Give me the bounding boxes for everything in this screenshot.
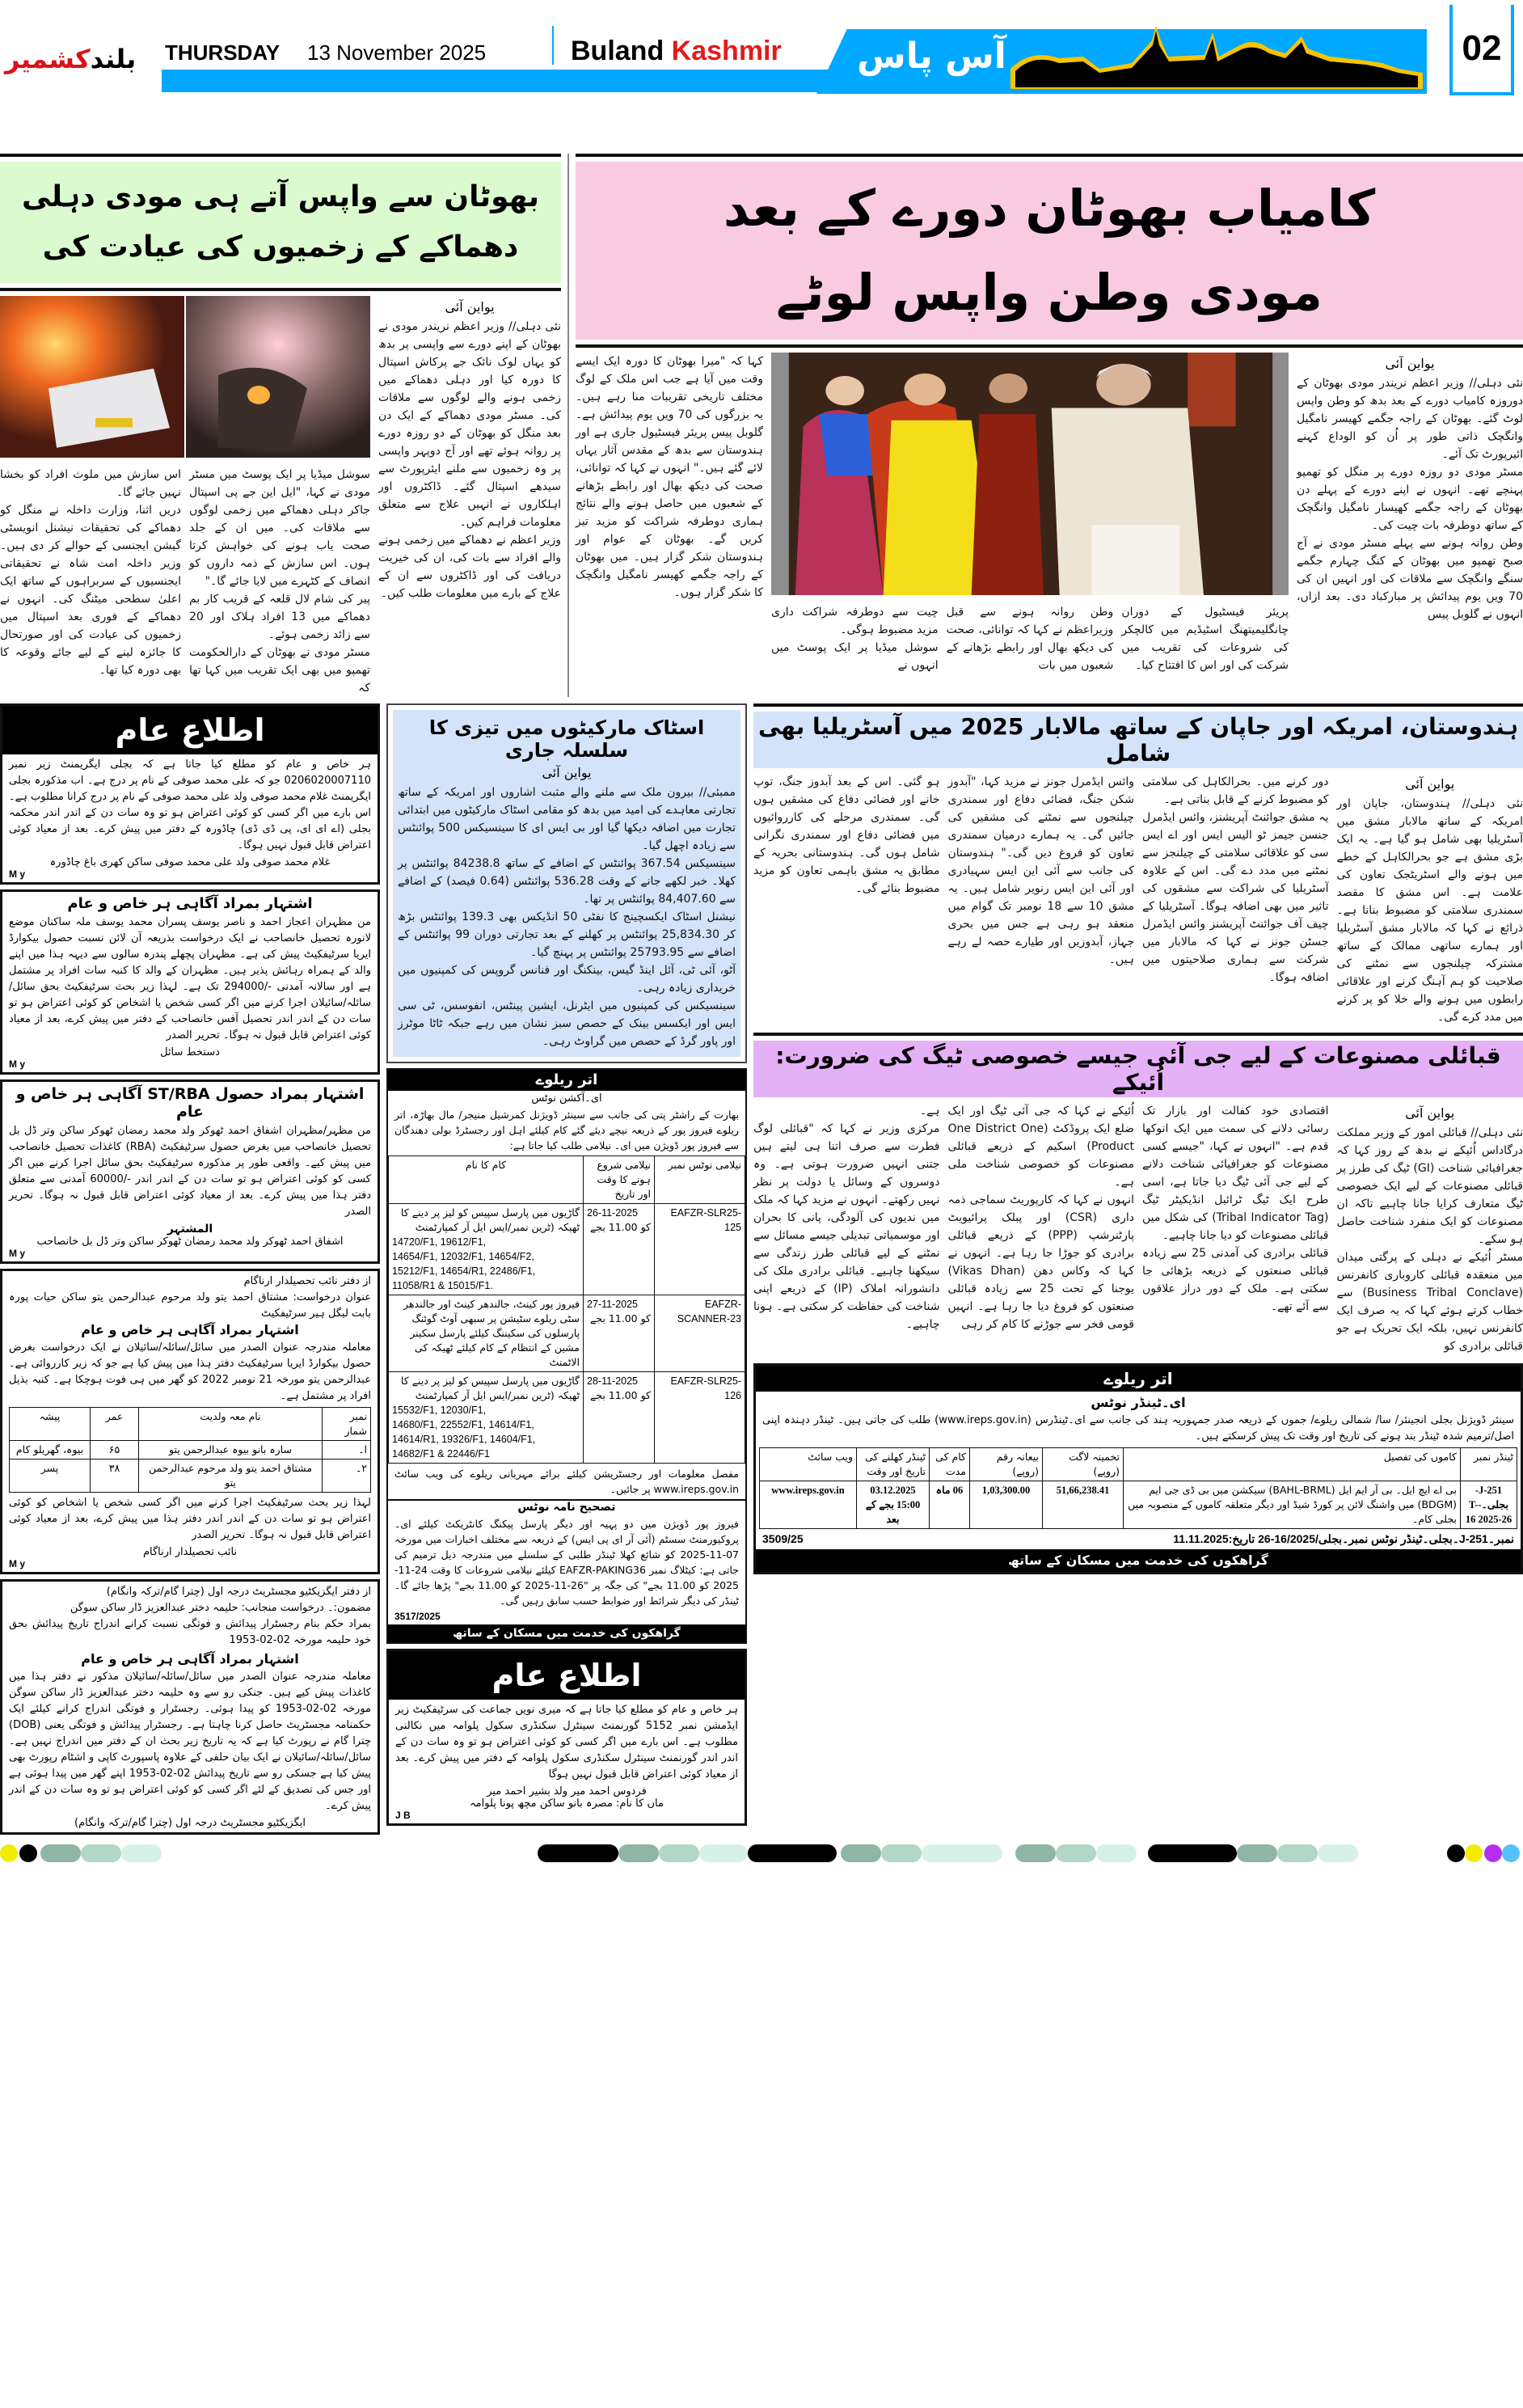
middle-column [386,703,747,1840]
notice-body: ہر خاص و عام کو مطلع کیا جاتا ہے کہ میری نویں جماعت کی سرٹیفکیٹ زیر ایڈمشن نمبر 5152 گورنمنٹ سینٹرل سکنڈری سکول پلوامہ میں نکالنی مطلوب ہے۔ اس بارے میں اگر کسی کو کوئی اعتراض ہو تو وہ سات دن کے اندر اندر گورنمنٹ سینٹرل سکنڈری سکول پلوامہ کے دفتر میں پیش کرے۔ بعد از معیاد کوئی اعتراض قابل قبول نہیں ہوگا [395,1704,738,1781]
section-title: آس پاس [857,36,1006,77]
public-notice-ad-1 [0,703,380,885]
stock-story-box [386,703,747,1063]
tribal-column-4: ہے۔ مرکزی وزیر نے کہا کہ "قبائلی لوگ فطرت سے صرف اتنا ہی لیتے ہیں جتنی انہیں ضرورت ہوتی ہے۔ وہ دوسروں کے وسائل یا دولت پر نظر نہیں رکھتے۔ انہوں نے مزید کہا کہ ملک میں ندیوں کی آلودگی، پانی کا بحران اور موسمیاتی تبدیلی جیسے مسائل سے نمٹنے کے لیے قبائلی طرز زندگی سے سیکھنا چاہیے۔ قبائلی برادری ملک کی دانشورانہ املاک (IP) کے ذریعے اپنی شناخت کی حفاظت کر سکتی ہے۔ ہونا چاہیے۔ [753,1105,940,1331]
stock-story-panel [393,710,740,1057]
print-color-bar [40,1844,81,1862]
family-table-header: نمبر شمار نام معہ ولدیت عمر پیشہ [10,1408,371,1441]
auction-table-row: EAFZR-SLR25-126 28-11-2025 کو 11.00 بجے گاڑیوں میں پارسل سپیس کو لیز پر دینے کا ٹھیکہ (ٹرین نمبر/ایس ایل آر کمپارٹمنٹ 15532/F1, 12030/F1, 14680/F1, 22552/F1, 14614/F1, 14614/R1, 19326/F1, 14604/F1, 14682/F1 & 22446/F1 [389,1372,745,1464]
lead-under-photo-2: وطن روانہ ہونے سے قبل وزیراعظم نے کہا کہ توانائی، صحت کی دیکھ بھال اور رابطے بڑھانے کے شعبوں میں بات [946,606,1114,672]
tribal-column-1: نئی دہلی// قبائلی امور کے وزیر مملکت درگاداس اُئیکے نے بدھ کے روز کہا کہ جغرافیائی شناخت (GI) ٹیگ کی طرز پر قبائلی مصنوعات کے لیے ایک خصوصی ٹیگ متعارف کرایا جانا چاہیے تاکہ ان مصنوعات کو ایک منفرد شناخت حاصل ہو سکے۔ مسٹر اُئیکے نے دہلی کے پرگتی میدان میں منعقدہ قبائلی کاروباری کانفرنس (Business Tribal Conclave) سے خطاب کرتے ہوئے کہا کہ یہ صرف ایک کانفرنس نہیں، بلکہ ایک تحریک ہے جو قبائلی برادری کو [1336,1126,1523,1353]
tender-title: ای۔ٹینڈر نوٹس [1091,1395,1186,1410]
print-color-bar [748,1844,837,1862]
malabar-headline: ہندوستان، امریکہ اور جاپان کے ساتھ مالابار 2025 میں آسٹریلیا بھی شامل [753,712,1523,768]
lead-headline: کامیاب بھوٹان دورے کے بعد مودی وطن واپس لوٹے [576,162,1523,340]
tribal-columns [753,1102,1523,1355]
blast-column-1: نئی دہلی// وزیر اعظم نریندر مودی نے بھوٹان کے اپنے دورے سے واپسی پر بدھ کو یہاں لوک نائک جے پرکاش اسپتال کا دورہ کیا اور دہلی دھماکے میں زخمی ہونے والے لوگوں سے ملاقات کی۔ مسٹر مودی دھماکے کے ایک دن بعد منگل کو بھوٹان کے دو روزہ دورے پر روانہ ہوئے تھے اور آج دوپہر واپسی پر وہ زخمیوں سے ملنے ایئرپورٹ سے سیدھے اسپتال گئے۔ ڈاکٹروں اور اہلکاروں نے انہیں علاج سے متعلق معلومات فراہم کیں۔ وزیر اعظم نے دھماکے میں زخمی ہونے والے افراد سے بات کی، ان کی خیریت دریافت کی اور ڈاکٹروں سے ان کے علاج کے بارے میں معلومات طلب کیں۔ [378,320,561,600]
print-color-bar [1015,1844,1056,1862]
print-color-bar [1318,1844,1358,1862]
tribal-column-2: اقتصادی خود کفالت اور بازار تک رسائی دلانے کی سمت میں ایک انوکھا قدم ہے۔ "انہوں نے کہا، "جیسے کسی مصنوعات کو جغرافیائی شناخت دلانے کے لیے جی آئی ٹیگ دیا جاتا ہے، اسی طرح ایک ٹیگ ٹرائبل انڈیکیٹر ٹیگ (Tribal Indicator Tag) کی شکل میں قبائلی مصنوعات کو دیا جانا چاہیے۔ قبائلی برادری کی آمدنی 25 سے زیادہ قبائلی صنعتوں کے ذریعہ بڑھائی جا سکتی ہے۔ ملک کے دور دراز علاقوں سے آئے تھے۔ [1142,1105,1329,1313]
tender-table [759,1447,1517,1529]
malabar-column-2: دور کرنے میں۔ بحرالکاہل کی سلامتی کو مضبوط کرنے کے قابل بناتی ہے۔ یہ مشق جوائنٹ آپریشنز، وائس ایڈمرل جنسن جیمز ٹو الیس ایس اور اے ایس سی کو علاقائی سلامتی کے چیلنجز سے نمٹنے میں مدد دے گی۔ اس کے علاوہ آسٹریلیا کی شراکت سے مشقوں کی تاثیر میں بھی اضافہ ہوگا۔ آسٹریلیا کے چیف آف جوائنٹ آپریشنز وائس ایڈمرل جسٹن جونز نے کہا کہ مالابار میں شرکت سے ہماری صلاحیتوں میں اضافہ ہوگا۔ [1142,775,1329,984]
print-color-bar [1277,1844,1318,1862]
brand-name: Buland Kashmir [571,36,782,66]
lead-under-photo-1: پریئر فیسٹیول کے دوران چانگلیمیتھنگ اسٹیڈیم میں کالچکر کی شروعات کی تقریب میں شرکت کی اور اس کا افتتاح کیا۔ [1121,606,1289,672]
corrigendum-title: تصحیح نامہ نوٹس [517,1501,616,1514]
railway-auction-ad [386,1068,747,1644]
masthead-divider [552,26,554,65]
public-notice-ad-6 [386,1649,747,1826]
blast-lower-columns [0,466,370,697]
notice-title: اطلاع عام [389,1651,745,1700]
modi-bhutan-king-image [771,353,1289,595]
notice-body: معاملہ مندرجہ عنوان الصدر میں سائل/سائلہ/سائیلان مذکور نے دفتر ہذا میں کاغذات پیش کیے ہیں۔ جنکی رو سے وہ حلیمہ دختر عبدالعزیز ڈار ساکن سوگن مورخہ 02-02-1953 کو پیدا ہوئی۔ رجسٹرار و فوتگی اندراج کرانے کیلئے ایک حکمنامہ مجسٹریٹ حاصل کرنا چاہتا ہے۔ رجسٹرار پیدائش و فوتگی یعنی (DOB) چترا گام نے رپورٹ کیا ہے کہ یہ تاریخ زیر بحث ان کے دفتر میں اندراج نہیں ہے۔ سائل/سائلہ/سائیلان نے ایک بیان حلفی کے علاوہ پاسپورٹ کاپی و اشٹام رپورٹ بھی پیش کیا ہے جسکی رو سے تاریخ پیدائش 02-02-1953 اپنے گھر میں پیدا ہوئی ہے اور جس کی تصدیق کے لئے اگر کسی کو کوئی اعتراض ہو تو وہ سات دن کے اندر پیش کرے۔ [9,1671,371,1812]
notice-signature: المشتہر [167,1223,213,1236]
lead-photo-block [771,353,1289,674]
print-color-dot [1484,1844,1502,1862]
right-column [753,703,1523,1840]
lead-under-photo-3: چیت سے دوطرفہ شراکت داری مزید مضبوط ہوگی۔ سوشل میڈیا پر ایک پوسٹ میں انہوں نے [770,606,939,672]
blast-left-block [0,296,370,697]
tender-ref-row [756,1529,1521,1549]
malabar-column-3: وائس ایڈمرل جونز نے مزید کہا، "آبدوز شکن جنگ، فضائی دفاع اور سمندری چیلنجوں سے نمٹنے کی مشقیں کی جائیں گی۔ یہ ہمارے درمیان سمندری تعاون کو فروغ دیں گی۔" ہندوستان کی جانب سے آئی این ایس سہیادری اور آئی این ایس رنویر شامل ہیں۔ یہ مشق 10 سے 18 نومبر تک گوام میں منعقد ہو رہی ہے جس میں بحری جہاز، آبدوزیں اور طیارے حصہ لے رہے ہیں۔ [947,775,1134,966]
notice-title: اشتہار بمراد آگاہی ہر خاص و عام [81,1322,299,1337]
notice-footer: لہذا زیر بحث سرٹیفکیٹ اجرا کرنے میں اگر کسی شخص یا اشخاص کو کوئی اعتراض ہو تو سات دن کے اندر اندر دفتر ہذا میں پیش کرے، بعد از معیاد کوئی اعتراض قابل قبول نہ ہوگا۔ تحریر الصدر [9,1497,371,1541]
print-color-bar-row [0,1844,1523,1865]
notice-signature: دستخط سائل [160,1046,220,1058]
notice-signature: ایگزیکٹیو مجسٹریٹ درجہ اول (چترا گام/ترکہ وانگام) [74,1817,306,1829]
corrigendum-body: فیروز پور ڈویژن میں دو پہیہ اور دیگر پارسل پیکنگ کانٹریکٹ کیلئے ای۔ پروکیورمنٹ سسٹم (آئی آر ای پی ایس) کے ذریعہ سے مختلف اخبارات میں مورخہ 07-11-2025 کو شائع کھلا ٹینڈر طلبی کے سلسلے میں مندرجہ ذیل ترمیم کی جاتی ہے: کیٹلاگ نمبر EAFZR-PAKING36 کیلئے نیلامی شروعات کا وقت 24-11-2025 کو 11.00 بجے" کی جگہ پر "26-11-2025 کو 11.00 بجے" پڑھا جائے گا۔ ٹینڈر کی دیگر شرائط اور ضوابط حسب سابق رہیں گی۔ [394,1518,740,1607]
tribal-byline: یواین آئی [1405,1105,1455,1121]
malabar-column-4: ہو گئی۔ اس کے بعد آبدوز جنگ، توپ خانے اور فضائی دفاع کی مشقیں ہوں گی۔ سمندری مرحلے کی کارروائیوں میں فضائی دفاع اور سمندری نگرانی شامل ہوں گی۔ ہندوستانی بحریہ کے مطابق یہ مشق باہمی تعاون کو مزید مضبوط بنائے گی۔ [753,775,940,895]
public-notice-ad-4 [0,1269,380,1574]
notice-office: از دفتر ایگزیکٹیو مجسٹریٹ درجہ اول (چترا گام/ترکہ وانگام) [106,1586,371,1598]
skyline-icon [1010,24,1423,91]
tender-table-header: ٹینڈر نمبر کاموں کی تفصیل تخمینہ لاگت (روپے) بیعانہ رقم (روپے) کام کی مدت ٹینڈر کھلنے کی تاریخ اور وقت ویب سائٹ [760,1448,1517,1481]
print-color-bar [618,1844,659,1862]
public-notice-ad-5 [0,1579,380,1835]
notice-intro: بمراد حکم بنام رجسٹرار پیدائش و فوتگی نسبت کرانے اندراج تاریخ پیدائش بحق خود حلیمہ مورخہ 02-02-1953 [9,1618,371,1646]
print-color-dot [0,1844,18,1862]
blast-story [0,154,561,697]
notice-signature: غلام محمد صوفی ولد علی محمد صوفی ساکن کھری باغ چاڈورہ [49,856,331,868]
auction-website-note: مفصل معلومات اور رجسٹریشن کیلئے برائے مہربانی ریلوے کی ویب سائٹ www.ireps.gov.in پر جائیں۔ [394,1468,739,1495]
notice-signature: فردوس احمد میر ولد بشیر احمد میر [487,1785,647,1798]
auction-table [388,1155,745,1464]
print-color-dot [1465,1844,1483,1862]
blast-headline: بھوٹان سے واپس آتے ہی مودی دہلی دھماکے کے زخمیوں کی عیادت کی [0,162,561,283]
lower-row [0,703,1523,1840]
blast-column-2: سوشل میڈیا پر ایک پوسٹ میں مسٹر مودی نے کہا، "ایل این جے پی اسپتال جاکر دہلی دھماکے میں زخمی لوگوں سے ملاقات کی۔ میں ان کے جلد صحت یاب ہونے کی خواہش کرتا ہوں۔ اس سازش کے ذمہ داروں کو انصاف کے کٹہرے میں لایا جائے گا۔" پیر کی شام لال قلعہ کے قریب کار بم دھماکے میں 13 افراد ہلاک اور 20 سے زائد زخمی ہوئے۔ مسٹر مودی نے بھوٹان کے دارالحکومت تھمپو میں بھی ایک تقریب میں کہا تھا کہ [189,468,370,695]
print-color-bar [699,1844,748,1862]
tender-intro: سینئر ڈویژنل بجلی انجینئر/ سا/ شمالی ریلوے/ جموں کے ذریعہ صدر جمہوریہ ہند کی جانب سے ای۔ٹینڈرس (www.ireps.gov.in) طلب کی جاتی ہیں۔ ٹینڈر دہندہ اپنی اصل/ترمیم شدہ ٹینڈر بند ہونے کی تاریخ اور وقت تک پیش کرسکتے ہیں۔ [762,1414,1514,1443]
notice-body: من مظہر/مظہران اشفاق احمد ٹھوکر ولد محمد رمضان ٹھوکر ساکن وتر ڈل بل تحصیل خانصاحب میں بغرض حصول سرٹیفکیٹ (RBA) کاغذات تحصیل خانصاحب میں پیش کیے۔ واقعی طور پر مذکورہ سرٹیفکیٹ بحق سائل اجرا کرنے میں اگر کسی کو کوئی اعتراض ہو تو سات دن کے اندر اندر -/60000 آمدنی سے متعلق دفتر ہذا میں پیش کرے۔ بعد از معیاد کوئی اعتراض قابل قبول نہ ہوگا۔ تحریر الصدر [9,1125,372,1218]
auction-table-header: نیلامی نوٹس نمبر نیلامی شروع ہونے کا وقت اور تاریخ کام کا نام [389,1156,745,1204]
ad-code: M y [9,1058,26,1070]
blast-right-block [378,296,561,697]
print-color-dot [1502,1844,1520,1862]
ad-code: J B [395,1810,411,1821]
print-color-bar [1148,1844,1237,1862]
tender-table-row: 251-J-بجلی۔-T-16 2025-26 بی اے ایچ ایل۔ بی آر ایم ایل (BAHL-BRML) سیکشن میں بی ڈی جی ایم (BDGM) میں واشنگ لائن پر کورڈ شیڈ اور دیگر متعلقہ کاموں کے منصوبہ میں بجلی کام۔ 51,66,238.41 1,03,300.00 06 ماہ 03.12.2025 15:00 بجے کے بعد www.ireps.gov.in [760,1481,1517,1529]
lead-under-photo-columns [771,603,1289,674]
blast-body [0,296,561,697]
malabar-columns [753,773,1523,1026]
blast-byline: یواین آئی [445,299,495,315]
railway-tender-ad [753,1363,1523,1574]
notice-signature: نائب تحصیلدار ارناگام [142,1546,238,1558]
family-table [9,1407,371,1493]
tender-website-link[interactable]: www.ireps.gov.in [760,1481,857,1529]
stock-headline: اسٹاک مارکیٹوں میں تیزی کا سلسلہ جاری [428,716,705,762]
tender-reference: نمبر۔J-251۔بجلی۔ٹینڈر نوٹس نمبر۔بجلی/16/2025-26 تاریخ:11.11.2025 [1173,1532,1514,1545]
family-table-row: ا۔ سارہ بانو بیوہ عبدالرحمن یتو ۶۵ بیوہ، گھریلو کام [10,1441,371,1460]
divider [576,154,1523,157]
notice-subject: عنوان درخواست: مشتاق احمد یتو ولد مرحوم عبدالرحمن یتو ساکن حیات پورہ بابت لیگل ہیر سرٹیفکیٹ [9,1291,371,1320]
malabar-col-wrap-1 [1337,773,1523,1026]
print-color-bar [1096,1844,1137,1862]
family-table-row: ۲۔ مشتاق احمد یتو ولد مرحوم عبدالرحمن یتو ۳۸ پسر [10,1460,371,1493]
notice-body: معاملہ مندرجہ عنوان الصدر میں سائل/سائلہ/سائیلان نے ایک درخواست بغرض حصول بیکوارڈ ایریا سرٹیفکیٹ دفتر ہذا میں پیش کیا ہے جو کہ زیر کارروائی ہے۔ عبدالرحمن یتو مورخہ 21 نومبر 2022 کو گھر میں ہی فوت ہوچکا ہے۔ کنبہ بذیل افراد پر مشتمل ہے۔ [9,1341,371,1402]
notice-signature-name: اشفاق احمد ٹھوکر ولد محمد رمضان ٹھوکر ساکن وتر ڈل بل خانصاحب [36,1236,344,1248]
divider [753,703,1523,707]
auction-title: ای۔آکشن نوٹس [531,1092,602,1105]
day-label: THURSDAY [165,40,281,65]
notice-body: ہر خاص و عام کو مطلع کیا جاتا ہے کہ بجلی ایگریمنٹ زیر نمبر 0206020007110 جو کہ علی محمد صوفی کے نام پر درج ہے۔ اب مذکورہ بجلی ایگریمنٹ غلام محمد صوفی ولد علی محمد صوفی کے نام پر درج کرانا مطلوب ہے۔ اس بارے میں اگر کسی کو کوئی اعتراض ہو تو وہ سات دن کے اندر اندر محکمہ بجلی (اے ای ای، پی ڈی ڈی) چاڈورہ کے دفتر میں پیش کرے۔ بعد از معیاد کوئی اعتراض قابل قبول نہیں ہوگا۔ [9,758,371,851]
column-divider [567,154,569,697]
notice-title: اشتہار بمراد حصول ST/RBA آگاہی ہر خاص و عام [15,1085,365,1121]
print-color-bar [121,1844,162,1862]
masthead [0,0,1523,154]
tender-header: اتر ریلوے [756,1366,1521,1392]
print-color-dot [1447,1844,1465,1862]
public-notice-ad-3 [0,1079,380,1264]
divider [576,344,1523,348]
tribal-col-wrap-1 [1337,1102,1523,1355]
page-number: 02 [1449,5,1514,95]
auction-table-row: EAFZR-SLR25-125 26-11-2025 کو 11.00 بجے گاڑیوں میں پارسل سپیس کو لیز پر دینے کا ٹھیکہ (ٹرین نمبر/ایس ایل آر کمپارٹمنٹ 14720/F1, 19612/F1, 14654/F1, 12032/F1, 14654/F2, 15212/F1, 14654/R1, 22486/F1, 11058/R1 & 15015/F1. [389,1204,745,1295]
malabar-column-1: نئی دہلی// ہندوستان، جاپان اور امریکہ کے ساتھ مالابار مشق میں آسٹریلیا بھی شامل ہو گیا ہے۔ یہ ایک بڑی مشق ہے جو بحرالکاہل کے خطے میں ہونے والے اسٹریٹجک تعاون کی علامت ہے۔ اس مشق کا مقصد سمندری سلامتی کو مضبوط بنانا ہے۔ ذرائع نے کہا کہ مالابار مشق آسٹریلیا اور ہمارے ساتھی ممالک کے ساتھ مشترکہ چیلنجوں سے نمٹنے کی صلاحیت کو ہم آہنگ کرنے اور علاقائی رابطوں میں ہونے والے خلا کو پر کرنے میں مدد کرے گی۔ [1336,797,1523,1024]
print-color-bar [538,1844,618,1862]
print-color-bar [922,1844,1002,1862]
blast-column-3: اس سازش میں ملوث افراد کو بخشا نہیں جائے گا۔ دریں اثنا، وزارت داخلہ نے منگل کو دھماکے کی تحقیقات نیشنل انویسٹی گیشن ایجنسی کے حوالے کر دی ہیں۔ وزیر داخلہ امت شاہ نے تحقیقاتی ایجنسیوں کے سربراہوں کے ساتھ ایک اعلیٰ سطحی میٹنگ کی۔ انہوں نے دھماکے کے فوری بعد اسپتال میں زخمیوں کی عیادت کی اور صورتحال کا جائزہ لینے کے لیے جائے وقوعہ کا بھی دورہ کیا تھا۔ [0,468,181,677]
lead-left-block [576,353,763,674]
left-ads-column [0,703,380,1840]
auction-table-row: EAFZR-SCANNER-23 27-11-2025 کو 11.00 بجے فیروز پور کینٹ، جالندھر کینٹ اور جالندھر سٹی ریلوے سٹیشن پر سبھی آوٹ گوئنگ پارسلوں کی سکیننگ کیلئے پارسل سکینر مشین کے انتظام کے کام کیلئے ٹھیکہ کی الاٹمنٹ [389,1295,745,1372]
tender-slogan: گراھکوں کی خدمت میں مسکان کے ساتھ [756,1549,1521,1572]
tender-table-wrap [756,1447,1521,1529]
notice-title: اطلاع عام [2,706,378,754]
notice-title: اشتہار بمراد آگاہی ہر خاص و عام [67,895,313,912]
lead-byline: یواین آئی [1385,356,1435,371]
print-color-bar [881,1844,922,1862]
auction-slogan: گراھکوں کی خدمت میں مسکان کے ساتھ [388,1624,745,1642]
print-color-bar [1237,1844,1277,1862]
blast-scene-image [0,296,370,458]
tender-code: 3509/25 [762,1532,804,1545]
notice-title: اشتہار بمراد آگاہی ہر خاص و عام [81,1651,299,1667]
notice-signature-mother: ماں کا نام: مصرہ بانو ساکن مچھ پونا پلوامہ [470,1798,664,1810]
lead-body [576,353,1523,674]
notice-subject: مضمون:۔ درخواست منجانب: حلیمہ دختر عبدالعزیز ڈار ساکن سوگن [70,1602,371,1614]
lead-column-2: کہا کہ "میرا بھوٹان کا دورہ ایک ایسے وقت میں آیا ہے جب اس ملک کے لوگ مختلف تاریخی تقریبات منا رہے ہیں۔ یہ بزرگوں کی 70 ویں یوم پیدائش ہے۔ گلوبل پیس پریئر فیسٹیول جاری ہے اور ہندوستان سے بدھ کے مقدس آثار یہاں لائے گئے ہیں۔" انہوں نے کہا کہ توانائی، صحت کی دیکھ بھال اور رابطے بڑھانے کے شعبوں میں حاصل ہونے والے نتائج ہماری دوطرفہ شراکت کو مزید تیز کریں گے۔ بھوٹان کے عوام اور ہندوستان شکر گزار ہیں۔ میں بھوٹان کے راجہ جگمے کھیسر نامگیل وانگچک کا شکر گزار ہوں۔ [576,355,763,599]
print-color-bar [659,1844,699,1862]
tribal-headline: قبائلی مصنوعات کے لیے جی آئی جیسے خصوصی ٹیگ کی ضرورت: اُئیکے [753,1041,1523,1097]
tribal-column-3: اُئیکے نے کہا کہ جی آئی ٹیگ اور ایک ضلع ایک پروڈکٹ (One District One Product) اسکیم کے ذریعے قبائلی مصنوعات کو خصوصی شناخت ملی ہے۔ انہوں نے کہا کہ کارپوریٹ سماجی ذمہ داری (CSR) اور پبلک پرائیویٹ پارٹنرشپ (PPP) کے ذریعے قبائلی برادری کو جوڑا جا رہا ہے۔ انہوں نے کہا کہ وکاس دھن (Vikas Dhan) یوجنا کے تحت 25 سے زیادہ قبائلی صنعتوں کو فروغ دیا جا رہا ہے۔ انہیں قومی فخر سے جوڑنے کا کام کر رہی [947,1105,1134,1331]
stock-body: ممبئی// بیرون ملک سے ملنے والے مثبت اشاروں اور امریکہ کے ساتھ تجارتی معاہدے کی امید میں بدھ کو مقامی اسٹاک مارکیٹوں میں ابتدائی تجارت میں اضافہ دیکھا گیا اور بی ایس ای کا سینسیکس 500 پوائنٹس سے زیادہ اچھل گیا۔ سینسیکس 367.54 پوائنٹس کے اضافے کے ساتھ 84238.8 پوائنٹس پر کھلا۔ خبر لکھے جانے کے وقت 536.28 پوائنٹس (0.64 فیصد) کے اضافے سے 84,407.60 پوائنٹس پر تھا۔ نیشنل اسٹاک ایکسچینج کا نفٹی 50 انڈیکس بھی 139.3 پوائنٹس بڑھ کر 25,834.30 پوائنٹس پر کھلنے کے بعد تجارتی دوران 99 پوائنٹس کے اضافے سے 25793.95 پوائنٹس پر پہنچ گیا۔ آٹو، آئی ٹی، آئل اینڈ گیس، بینکنگ اور فنانس گروپس کی کمپنیوں میں خریداری زیادہ رہی۔ سینسیکس کی کمپنیوں میں ایٹرنل، ایشین پینٹس، انفوسس، ٹی سی ایس اور ایکسس بینک کے حصص سبز نشان میں رہے جبکہ ٹاٹا موٹرز اور پاور گرڈ کے حصص میں گراوٹ رہی۔ [398,786,736,1048]
lead-right-block [1297,353,1523,674]
ad-code: M y [9,1248,26,1259]
ad-code: M y [9,868,26,880]
lead-column-1: نئی دہلی// وزیر اعظم نریندر مودی بھوٹان کے دوروزہ کامیاب دورے کے بعد بدھ کو وطن واپس لوٹ گئے۔ بھوٹان کے راجہ جگمے کھیسر نامگیل وانگچک ذاتی طور پر اُن کو الوداع کہنے ائیرپورٹ تک آئے۔ مسٹر مودی دو روزہ دورے پر منگل کو تھمپو پہنچے تھے۔ انہوں نے اپنے دورے کے پہلے دن بھوٹان کے راجہ جگمے کھیسار نامگیل وانگچک کے ساتھ دوطرفہ بات چیت کی۔ وطن روانہ ہونے سے پہلے مسٹر مودی نے آج صبح تھمپو میں بھوٹان کے کنگ چہارم جگمے سنگے وانگچک سے ملاقات کی اور انہیں ان کی 70 ویں یوم پیدائش پر مبارکباد دی۔ بعد ازاں، انہوں نے گلوبل پیس [1297,377,1523,621]
divider [753,1033,1523,1036]
auction-header: اتر ریلوے [388,1070,745,1091]
newspaper-logo: بلندکشمیر [5,44,137,74]
print-color-bar [1056,1844,1096,1862]
print-color-bar [81,1844,121,1862]
print-color-dot [19,1844,37,1862]
notice-office: از دفتر نائب تحصیلدار ارناگام [243,1275,371,1287]
divider [0,288,561,291]
lead-story [576,154,1523,697]
family-table-wrap [2,1407,378,1493]
print-color-bar [841,1844,881,1862]
date-label: 13 November 2025 [307,40,487,65]
notice-body: من مظہران اعجاز احمد و ناصر یوسف پسران محمد یوسف ملہ ساکنان موضع لانورہ تحصیل خانصاحب نے ایک درخواست بذریعہ آن لائن نسبت حصول بیکوارڈ ایریا سرٹیفکیٹ پیش کی ہے۔ مظہران پچھلے پندرہ سالوں سے دیہہ ہذا میں اپنے والد کے ہمراہ رہائش پذیر ہیں۔ مظہران کے والد کا کنبہ سات افراد پر مشتمل ہے اور سالانہ آمدنی -/294000 تک ہے۔ لہذا زیر بحث سرٹیفکیٹ بحق سائل/سائلہ/سائیلان اجرا کرنے میں اگر کسی شخص یا اشخاص کو کوئی اعتراض ہو تو سات دن کے اندر اندر تحصیل آفس خانصاحب کے دفتر میں پیش کرے، بعد از معیاد کوئی اعتراض قابل قبول نہ ہوگا۔ تحریر الصدر [9,916,371,1041]
auction-code: 3517/2025 [394,1611,441,1622]
public-notice-ad-2 [0,889,380,1075]
top-row [0,154,1523,697]
stock-byline: یواین آئی [542,765,592,780]
divider [0,154,561,157]
ad-code: M y [9,1558,26,1569]
malabar-byline: یواین آئی [1405,776,1455,792]
auction-intro: بھارت کے راشٹر پتی کی جانب سے سینئر ڈویژنل کمرشیل منیجر/ مال بھاڑہ، اتر ریلوے فیروز پور کے ذریعہ نیچے دیئے گئے کام کیلئے اہل اور رجسٹرڈ بولی دھندگان سے فیروز پور ڈویژن میں ای۔ نیلامی طلب کیا جاتا ہے: [394,1109,739,1151]
